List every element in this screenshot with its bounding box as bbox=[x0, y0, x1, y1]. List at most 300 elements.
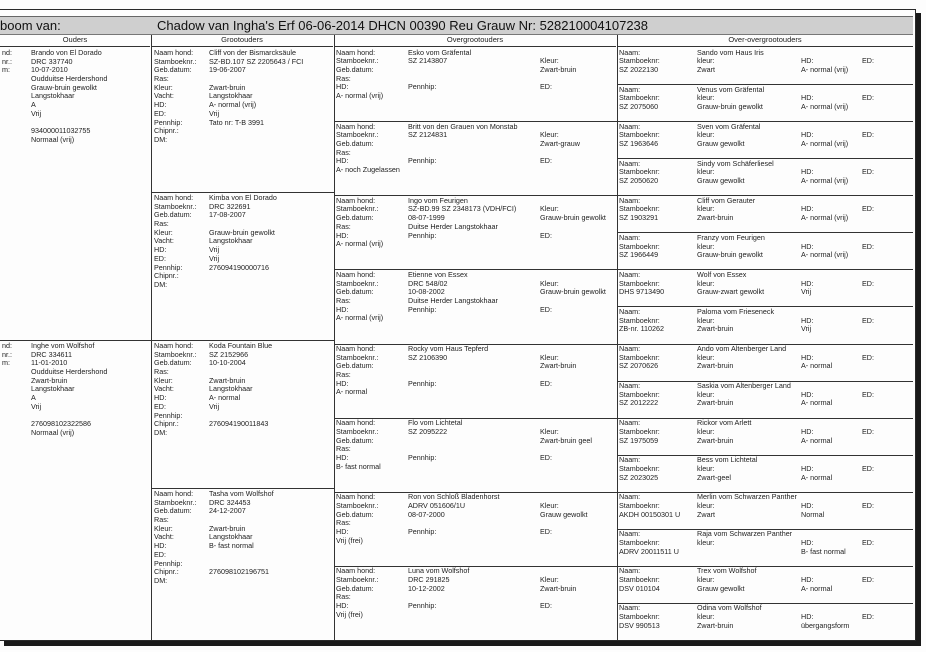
field-label: Naam hond: bbox=[154, 341, 194, 350]
field-label: Stamboeknr.: bbox=[154, 497, 197, 507]
field-label: ED: bbox=[540, 156, 552, 166]
field-label: kleur: bbox=[697, 612, 715, 622]
field-label: kleur: bbox=[697, 538, 715, 547]
field-label: Stamboeknr.: bbox=[336, 204, 379, 214]
field-label: Ras: bbox=[336, 147, 351, 157]
field-label: kleur: bbox=[697, 56, 715, 66]
field-label: kleur: bbox=[697, 278, 715, 288]
field-value: Langstokhaar bbox=[209, 236, 253, 246]
field-label: Stamboeknr: bbox=[619, 500, 660, 510]
hd-value: A- normal bbox=[801, 472, 833, 482]
dog-name: Bess vom Lichtetal bbox=[697, 455, 758, 465]
field-label: Geb.datum: bbox=[336, 583, 374, 593]
coat-color: Zwart bbox=[697, 64, 715, 74]
column-divider bbox=[151, 35, 152, 640]
field-label: Naam: bbox=[619, 492, 641, 502]
field-label: Vacht: bbox=[154, 236, 174, 246]
parent-card bbox=[2, 49, 148, 145]
field-label: Ras: bbox=[154, 74, 169, 84]
field-label: Stamboeknr.: bbox=[336, 575, 379, 585]
field-value: Langstokhaar bbox=[209, 91, 253, 101]
field-label: HD: bbox=[801, 500, 814, 510]
field-value: Inghe vom Wolfshof bbox=[31, 341, 95, 350]
great-great-grandparent-card bbox=[619, 345, 911, 371]
field-value: Vrij bbox=[209, 253, 220, 263]
great-great-grandparent-card bbox=[619, 234, 911, 260]
field-label: Ras: bbox=[336, 295, 351, 305]
dog-name: Trex vom Wolfshof bbox=[697, 566, 757, 576]
stamboek-number: DHS 9713490 bbox=[619, 287, 665, 297]
birth-date: 08-07-2000 bbox=[408, 509, 445, 519]
great-grandparent-card bbox=[336, 419, 614, 471]
field-label: Naam hond: bbox=[336, 47, 376, 57]
field-value: 17-08-2007 bbox=[209, 210, 246, 220]
field-label: HD: bbox=[801, 426, 814, 436]
field-label: Naam: bbox=[619, 344, 641, 353]
field-label: HD: bbox=[336, 82, 349, 92]
field-label: Pennhip: bbox=[408, 527, 437, 536]
field-label: Naam hond: bbox=[336, 492, 376, 502]
field-value: A bbox=[31, 393, 36, 403]
hd-value: A- normal (vrij) bbox=[801, 213, 849, 223]
hd-value: A- noch Zugelassen bbox=[336, 165, 400, 175]
stamboek-number: DRC 548/02 bbox=[408, 278, 448, 288]
column-divider bbox=[334, 35, 335, 640]
great-great-grandparent-card bbox=[619, 308, 911, 334]
field-label: ED: bbox=[862, 167, 874, 177]
coat-color: Zwart-bruin bbox=[540, 64, 577, 74]
title-left: boom van: bbox=[0, 18, 61, 33]
field-label: HD: bbox=[801, 538, 814, 547]
field-value: DRC 337740 bbox=[31, 56, 73, 66]
dog-name: Saskia vom Altenberger Land bbox=[697, 381, 791, 391]
field-label: Naam hond: bbox=[336, 566, 376, 576]
page-shadow-bottom bbox=[4, 641, 921, 646]
field-label: Kleur: bbox=[540, 352, 559, 362]
grandparent-card bbox=[154, 490, 332, 586]
field-value: Zwart-bruin bbox=[209, 523, 246, 533]
great-great-grandparent-card bbox=[619, 86, 911, 112]
great-grandparent-card bbox=[336, 123, 614, 175]
coat-color: Grauw-bruin gewolkt bbox=[697, 101, 763, 111]
coat-color: Grauw gewolkt bbox=[697, 583, 745, 593]
stamboek-number: SZ 2095222 bbox=[408, 426, 448, 436]
field-label: HD: bbox=[801, 130, 814, 140]
field-value: Langstokhaar bbox=[31, 91, 75, 101]
field-value: A- normal (vrij) bbox=[209, 100, 257, 110]
stamboek-number: SZ 2012222 bbox=[619, 398, 659, 408]
coat-color: Grauw-zwart gewolkt bbox=[697, 287, 765, 297]
field-label: HD: bbox=[154, 245, 167, 255]
field-label: Naam: bbox=[619, 603, 641, 613]
field-label: Stamboeknr.: bbox=[336, 278, 379, 288]
field-label: Stamboeknr: bbox=[619, 278, 660, 288]
field-label: HD: bbox=[336, 452, 349, 462]
field-label: nr.: bbox=[2, 56, 12, 66]
field-label: HD: bbox=[801, 241, 814, 251]
coat-color: Zwart-bruin bbox=[697, 213, 734, 223]
field-value: Zwart-bruin bbox=[31, 375, 68, 385]
field-label: Pennhip: bbox=[408, 378, 437, 388]
birth-date: 08-07-1999 bbox=[408, 213, 445, 223]
field-label: Stamboeknr.: bbox=[154, 56, 197, 66]
field-label: Geb.datum: bbox=[154, 506, 192, 516]
dog-name: Wolf von Essex bbox=[697, 269, 747, 279]
great-great-grandparent-card bbox=[619, 493, 911, 519]
field-label: Vacht: bbox=[154, 91, 174, 101]
dog-name: Rocky vom Haus Tepferd bbox=[408, 344, 489, 353]
coat-color: Zwart-geel bbox=[697, 472, 731, 482]
dog-name: Britt von den Grauen von Monstab bbox=[408, 121, 518, 131]
field-label: Naam: bbox=[619, 455, 641, 465]
stamboek-number: ZB-nr. 110262 bbox=[619, 324, 665, 334]
field-label: Chipnr.: bbox=[154, 126, 179, 136]
stamboek-number: DSV 010104 bbox=[619, 583, 660, 593]
field-label: Kleur: bbox=[540, 204, 559, 214]
hd-value: A- normal (vrij) bbox=[801, 101, 849, 111]
field-value: DRC 334611 bbox=[31, 349, 73, 359]
hd-value: A- normal (vrij) bbox=[336, 313, 384, 323]
dog-name: Flo vom Lichtetal bbox=[408, 418, 463, 428]
field-value: B- fast normal bbox=[209, 541, 254, 551]
dog-name: Ingo vom Feurigen bbox=[408, 195, 468, 205]
field-label: Kleur: bbox=[540, 56, 559, 66]
hd-value: A- normal (vrij) bbox=[336, 90, 384, 100]
field-label: kleur: bbox=[697, 204, 715, 214]
field-label: Geb.datum: bbox=[154, 65, 192, 75]
field-label: Naam hond: bbox=[154, 193, 194, 202]
hd-value: A- normal (vrij) bbox=[801, 176, 849, 186]
field-label: Naam: bbox=[619, 381, 641, 391]
field-value: Tasha vom Wolfshof bbox=[209, 489, 274, 498]
field-label: Stamboeknr: bbox=[619, 56, 660, 66]
dog-name: Etienne von Essex bbox=[408, 269, 468, 279]
field-value: SZ-BD.107 SZ 2205643 / FCI bbox=[209, 56, 304, 66]
stamboek-number: SZ 2070626 bbox=[619, 361, 659, 371]
dog-name: Raja vom Schwarzen Panther bbox=[697, 529, 793, 539]
field-label: ED: bbox=[154, 549, 166, 559]
field-label: HD: bbox=[336, 378, 349, 388]
stamboek-number: SZ-BD.99 SZ 2348173 (VDH/FCI) bbox=[408, 204, 517, 214]
coat-color: Grauw gewolkt bbox=[540, 509, 588, 519]
field-label: ED: bbox=[154, 253, 166, 263]
coat-color: Zwart-bruin bbox=[697, 620, 734, 630]
field-label: Geb.datum: bbox=[154, 210, 192, 220]
great-great-grandparent-card bbox=[619, 160, 911, 186]
stamboek-number: ADRV 20011511 U bbox=[619, 546, 679, 556]
column-header-grootouders: Grootouders bbox=[151, 35, 333, 47]
great-great-grandparent-card bbox=[619, 567, 911, 593]
field-value: Koda Fountain Blue bbox=[209, 341, 273, 350]
field-label: ED: bbox=[154, 401, 166, 411]
field-label: DM: bbox=[154, 427, 168, 437]
stamboek-number: ADRV 051606/1U bbox=[408, 500, 466, 510]
field-label: Stamboeknr.: bbox=[336, 500, 379, 510]
field-label: Naam hond: bbox=[154, 489, 194, 498]
field-label: Naam hond: bbox=[336, 121, 376, 131]
field-value: Zwart-bruin bbox=[209, 375, 246, 385]
field-label: Stamboeknr: bbox=[619, 315, 660, 325]
field-label: Vacht: bbox=[154, 384, 174, 394]
field-label: Naam: bbox=[619, 232, 641, 242]
field-label: Naam: bbox=[619, 418, 641, 428]
field-label: kleur: bbox=[697, 241, 715, 251]
field-label: nd: bbox=[2, 341, 12, 350]
document-title: Chadow van Ingha's Erf 06-06-2014 DHCN 00390 Reu Grauw Nr: 528210004107238 bbox=[157, 18, 649, 33]
field-label: Stamboeknr.: bbox=[154, 349, 197, 359]
field-label: ED: bbox=[862, 130, 874, 140]
field-label: nd: bbox=[2, 48, 12, 57]
field-label: Naam: bbox=[619, 47, 641, 57]
field-label: ED: bbox=[862, 500, 874, 510]
field-label: ED: bbox=[862, 426, 874, 436]
field-label: Ras: bbox=[336, 444, 351, 454]
field-label: ED: bbox=[862, 278, 874, 288]
field-label: HD: bbox=[154, 100, 167, 110]
field-value: Vrij bbox=[31, 108, 42, 118]
field-value: Kimba von El Dorado bbox=[209, 193, 277, 202]
field-value: Langstokhaar bbox=[31, 384, 75, 394]
breed: Duitse Herder Langstokhaar bbox=[408, 295, 498, 305]
field-label: ED: bbox=[540, 230, 552, 240]
field-label: Stamboeknr: bbox=[619, 93, 660, 103]
field-label: HD: bbox=[336, 304, 349, 314]
stamboek-number: SZ 2022130 bbox=[619, 64, 659, 74]
hd-value: Vrij (frei) bbox=[336, 535, 363, 545]
field-label: HD: bbox=[801, 612, 814, 622]
grandparent-card bbox=[154, 342, 332, 438]
field-label: HD: bbox=[336, 527, 349, 536]
field-label: Naam hond: bbox=[336, 269, 376, 279]
coat-color: Zwart-bruin bbox=[540, 583, 577, 593]
great-great-grandparent-card bbox=[619, 530, 911, 556]
field-value: Vrij bbox=[209, 245, 220, 255]
field-label: m: bbox=[2, 358, 10, 368]
field-label: HD: bbox=[801, 389, 814, 399]
field-value: Normaal (vrij) bbox=[31, 134, 75, 144]
dog-name: Franzy vom Feurigen bbox=[697, 232, 765, 242]
dog-name: Ando vom Altenberger Land bbox=[697, 344, 787, 353]
field-label: ED: bbox=[540, 82, 552, 92]
field-label: Stamboeknr.: bbox=[336, 352, 379, 362]
field-label: Vacht: bbox=[154, 532, 174, 542]
field-label: HD: bbox=[336, 230, 349, 240]
great-great-grandparent-card bbox=[619, 197, 911, 223]
field-label: ED: bbox=[862, 204, 874, 214]
stamboek-number: SZ 2023025 bbox=[619, 472, 659, 482]
field-label: Pennhip: bbox=[154, 558, 183, 568]
great-great-grandparent-card bbox=[619, 604, 911, 630]
field-value: Normaal (vrij) bbox=[31, 427, 75, 437]
coat-color: Grauw-bruin gewolkt bbox=[540, 287, 606, 297]
hd-value: A- normal bbox=[801, 361, 833, 371]
field-label: ED: bbox=[862, 389, 874, 399]
field-label: kleur: bbox=[697, 130, 715, 140]
field-label: Naam: bbox=[619, 195, 641, 205]
field-label: Geb.datum: bbox=[336, 435, 374, 445]
field-value: Oudduitse Herdershond bbox=[31, 367, 108, 377]
hd-value: A- normal (vrij) bbox=[336, 239, 384, 249]
field-label: Pennhip: bbox=[408, 82, 437, 92]
field-label: Stamboeknr: bbox=[619, 204, 660, 214]
hd-value: übergangsform bbox=[801, 620, 850, 630]
field-label: HD: bbox=[336, 156, 349, 166]
dog-name: Sando vom Haus Iris bbox=[697, 47, 764, 57]
field-label: Naam: bbox=[619, 566, 641, 576]
field-label: Stamboeknr: bbox=[619, 463, 660, 473]
parent-card bbox=[2, 342, 148, 438]
dog-name: Sven vom Gräfental bbox=[697, 121, 761, 131]
field-label: ED: bbox=[862, 315, 874, 325]
field-value: A bbox=[31, 100, 36, 110]
field-value: Oudduitse Herdershond bbox=[31, 74, 108, 84]
field-label: HD: bbox=[154, 541, 167, 551]
field-label: ED: bbox=[862, 241, 874, 251]
field-label: kleur: bbox=[697, 352, 715, 362]
dog-name: Esko vom Gräfental bbox=[408, 47, 472, 57]
hd-value: B- fast normal bbox=[801, 546, 846, 556]
great-grandparent-card bbox=[336, 197, 614, 249]
stamboek-number: SZ 1975059 bbox=[619, 435, 659, 445]
field-label: Kleur: bbox=[154, 523, 173, 533]
field-label: Naam: bbox=[619, 84, 641, 94]
field-label: ED: bbox=[862, 575, 874, 585]
dog-name: Paloma vom Frieseneck bbox=[697, 306, 775, 316]
field-label: Pennhip: bbox=[408, 230, 437, 240]
field-label: Kleur: bbox=[540, 278, 559, 288]
field-label: Stamboeknr: bbox=[619, 167, 660, 177]
title-bar bbox=[0, 16, 913, 35]
field-value: DRC 322691 bbox=[209, 201, 251, 211]
field-label: kleur: bbox=[697, 500, 715, 510]
field-label: HD: bbox=[801, 204, 814, 214]
field-label: Ras: bbox=[154, 367, 169, 377]
field-label: Kleur: bbox=[540, 500, 559, 510]
field-label: kleur: bbox=[697, 389, 715, 399]
field-label: Naam hond: bbox=[336, 344, 376, 353]
field-label: Pennhip: bbox=[154, 410, 183, 420]
field-label: Chipnr.: bbox=[154, 419, 179, 429]
field-label: Ras: bbox=[336, 518, 351, 528]
field-label: Naam hond: bbox=[154, 48, 194, 57]
stamboek-number: SZ 2106390 bbox=[408, 352, 448, 362]
field-label: Stamboeknr: bbox=[619, 389, 660, 399]
birth-date: 10-12-2002 bbox=[408, 583, 445, 593]
field-label: Chipnr.: bbox=[154, 271, 179, 281]
stamboek-number: SZ 1903291 bbox=[619, 213, 659, 223]
field-label: Geb.datum: bbox=[336, 213, 374, 223]
field-label: DM: bbox=[154, 279, 168, 289]
field-label: HD: bbox=[801, 278, 814, 288]
field-label: Pennhip: bbox=[408, 304, 437, 314]
field-value: Brando von El Dorado bbox=[31, 48, 102, 57]
hd-value: B- fast normal bbox=[336, 461, 381, 471]
field-label: Pennhip: bbox=[408, 601, 437, 611]
field-value: Tato nr: T-B 3991 bbox=[209, 117, 265, 127]
field-label: Naam: bbox=[619, 158, 641, 168]
field-label: Kleur: bbox=[154, 375, 173, 385]
hd-value: A- normal bbox=[801, 398, 833, 408]
field-value: 276094190000716 bbox=[209, 262, 269, 272]
great-great-grandparent-card bbox=[619, 382, 911, 408]
field-value: SZ 2152966 bbox=[209, 349, 249, 359]
field-label: Stamboeknr: bbox=[619, 538, 660, 547]
field-label: Chipnr.: bbox=[154, 567, 179, 577]
field-label: Geb.datum: bbox=[336, 139, 374, 148]
field-value: 19-06-2007 bbox=[209, 65, 246, 75]
stamboek-number: SZ 1966449 bbox=[619, 250, 659, 260]
coat-color: Zwart-bruin geel bbox=[540, 435, 592, 445]
field-label: Geb.datum: bbox=[336, 361, 374, 371]
field-label: HD: bbox=[801, 315, 814, 325]
hd-value: A- normal bbox=[801, 435, 833, 445]
field-label: ED: bbox=[862, 56, 874, 66]
field-label: Ras: bbox=[336, 592, 351, 602]
field-label: Naam hond: bbox=[336, 195, 376, 205]
field-label: HD: bbox=[801, 352, 814, 362]
field-value: Langstokhaar bbox=[209, 384, 253, 394]
field-label: Pennhip: bbox=[154, 262, 183, 272]
field-label: kleur: bbox=[697, 315, 715, 325]
hd-value: Vrij (frei) bbox=[336, 609, 363, 619]
field-label: Pennhip: bbox=[408, 156, 437, 166]
page-shadow-right bbox=[916, 13, 921, 646]
stamboek-number: SZ 2075060 bbox=[619, 101, 659, 111]
coat-color: Zwart-bruin bbox=[697, 398, 734, 408]
field-value: Langstokhaar bbox=[209, 532, 253, 542]
field-label: HD: bbox=[801, 575, 814, 585]
stamboek-number: SZ 1963646 bbox=[619, 139, 659, 148]
field-label: nr.: bbox=[2, 349, 12, 359]
field-label: ED: bbox=[862, 612, 874, 622]
hd-value: Vrij bbox=[801, 324, 812, 334]
field-label: HD: bbox=[801, 167, 814, 177]
column-header-over-overgrootouders: Over-overgrootouders bbox=[617, 35, 913, 47]
coat-color: Zwart-bruin bbox=[697, 435, 734, 445]
stamboek-number: AKDH 00150301 U bbox=[619, 509, 681, 519]
field-label: Ras: bbox=[154, 515, 169, 525]
field-label: HD: bbox=[801, 93, 814, 103]
field-value: Vrij bbox=[209, 108, 220, 118]
field-value: Grauw-bruin gewolkt bbox=[209, 227, 275, 237]
coat-color: Zwart-bruin bbox=[697, 324, 734, 334]
field-label: Stamboeknr.: bbox=[336, 426, 379, 436]
field-value: Vrij bbox=[209, 401, 220, 411]
field-label: DM: bbox=[154, 134, 168, 144]
field-label: Pennhip: bbox=[154, 117, 183, 127]
field-label: kleur: bbox=[697, 426, 715, 436]
field-label: Kleur: bbox=[540, 130, 559, 140]
great-great-grandparent-card bbox=[619, 456, 911, 482]
field-label: Stamboeknr: bbox=[619, 426, 660, 436]
field-label: HD: bbox=[801, 463, 814, 473]
hd-value: A- normal bbox=[801, 583, 833, 593]
field-label: Stamboeknr.: bbox=[154, 201, 197, 211]
field-label: Ras: bbox=[336, 370, 351, 380]
field-label: Geb.datum: bbox=[336, 64, 374, 74]
field-label: ED: bbox=[154, 108, 166, 118]
column-header-overgrootouders: Overgrootouders bbox=[334, 35, 616, 47]
great-great-grandparent-card bbox=[619, 271, 911, 297]
great-great-grandparent-card bbox=[619, 123, 911, 149]
field-label: HD: bbox=[336, 601, 349, 611]
field-label: Naam: bbox=[619, 269, 641, 279]
hd-value: A- normal bbox=[336, 387, 368, 397]
field-label: ED: bbox=[862, 93, 874, 103]
field-value: DRC 324453 bbox=[209, 497, 251, 507]
great-grandparent-card bbox=[336, 567, 614, 619]
great-grandparent-card bbox=[336, 493, 614, 545]
